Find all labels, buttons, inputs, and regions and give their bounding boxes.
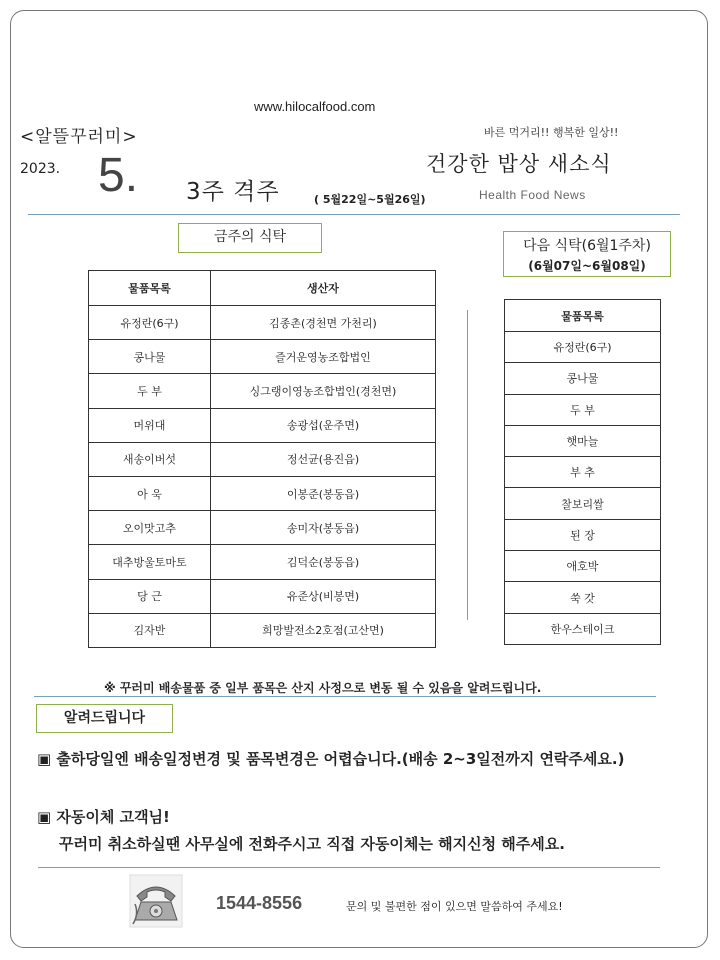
producer-cell: 희망발전소2호점(고산면): [211, 613, 436, 647]
slogan: 바른 먹거리!! 행복한 일상!!: [484, 126, 619, 139]
table-row: [505, 457, 661, 488]
announcement-item-2-title: ▣ 자동이체 고객님!: [37, 808, 170, 826]
footer-divider: [38, 867, 660, 868]
next-item-cell: 한우스테이크: [505, 613, 661, 644]
next-item-cell: 찰보리쌀: [505, 488, 661, 519]
issue-week: 3주 격주: [186, 179, 280, 205]
table-row: [89, 306, 436, 340]
next-item-cell: 유정란(6구): [505, 332, 661, 363]
producer-cell: 정선균(용진읍): [211, 442, 436, 476]
column-divider: [467, 310, 468, 620]
item-name-cell: 새송이버섯: [89, 442, 211, 476]
header-divider: [28, 214, 680, 215]
table-row: [505, 551, 661, 582]
table-row: [505, 363, 661, 394]
table-row: [505, 425, 661, 456]
column-header-producer: 생산자: [211, 271, 436, 306]
item-name-cell: 김자반: [89, 613, 211, 647]
producer-cell: 유준상(비봉면): [211, 579, 436, 613]
table-row: [505, 394, 661, 425]
announcement-item-2-body: 꾸러미 취소하실땐 사무실에 전화주시고 직접 자동이체는 해지신청 해주세요.: [59, 835, 565, 853]
table-row: [89, 476, 436, 510]
producer-cell: 즐거운영농조합법인: [211, 340, 436, 374]
table-row: [89, 579, 436, 613]
next-item-cell: 콩나물: [505, 363, 661, 394]
brand-name: <알뜰꾸러미>: [20, 127, 138, 147]
table-row: [89, 340, 436, 374]
next-item-cell: 두 부: [505, 394, 661, 425]
next-item-cell: 햇마늘: [505, 425, 661, 456]
column-header-items: 물품목록: [89, 271, 211, 306]
producer-cell: 김덕순(봉동읍): [211, 545, 436, 579]
column-header-next-items: 물품목록: [505, 300, 661, 332]
next-week-label-box: [503, 231, 671, 277]
subheadline: Health Food News: [479, 188, 586, 202]
next-week-table: [504, 299, 661, 645]
producer-cell: 송미자(봉동읍): [211, 511, 436, 545]
notice-text: ※ 꾸러미 배송물품 중 일부 품목은 산지 사정으로 변동 될 수 있음을 알려드립니다.: [104, 681, 542, 695]
table-row: [89, 613, 436, 647]
item-name-cell: 콩나물: [89, 340, 211, 374]
table-row: [505, 519, 661, 550]
telephone-icon: [129, 874, 183, 928]
producer-cell: 송광섭(운주면): [211, 408, 436, 442]
table-row: [505, 613, 661, 644]
item-name-cell: 아 욱: [89, 476, 211, 510]
announcement-title: 알려드립니다: [36, 704, 173, 733]
table-row: [89, 408, 436, 442]
table-row: [89, 442, 436, 476]
item-name-cell: 유정란(6구): [89, 306, 211, 340]
this-week-label: 금주의 식탁: [178, 223, 322, 253]
item-name-cell: 당 근: [89, 579, 211, 613]
table-row: [89, 511, 436, 545]
next-week-date-range: (6월07일~6월08일): [528, 259, 646, 273]
item-name-cell: 대추방울토마토: [89, 545, 211, 579]
issue-date-range: ( 5월22일~5월26일): [314, 193, 426, 206]
item-name-cell: 두 부: [89, 374, 211, 408]
this-week-table: [88, 270, 436, 648]
headline: 건강한 밥상 새소식: [426, 152, 612, 176]
item-name-cell: 머위대: [89, 408, 211, 442]
producer-cell: 싱그랭이영농조합법인(경천면): [211, 374, 436, 408]
table-row: [89, 545, 436, 579]
notice-divider: [34, 696, 656, 697]
producer-cell: 김종촌(경천면 가천리): [211, 306, 436, 340]
next-week-label: 다음 식탁(6월1주차): [523, 238, 651, 254]
website-url[interactable]: www.hilocalfood.com: [254, 99, 376, 114]
table-row: [89, 374, 436, 408]
next-item-cell: 애호박: [505, 551, 661, 582]
next-item-cell: 된 장: [505, 519, 661, 550]
table-row: [505, 332, 661, 363]
table-row: [505, 582, 661, 613]
issue-month: 5.: [98, 149, 139, 202]
contact-message: 문의 및 불편한 점이 있으면 말씀하여 주세요!: [346, 900, 563, 913]
table-row: [505, 488, 661, 519]
item-name-cell: 오이맛고추: [89, 511, 211, 545]
next-item-cell: 부 추: [505, 457, 661, 488]
issue-year: 2023.: [20, 161, 61, 177]
announcement-item-1: ▣ 출하당일엔 배송일정변경 및 품목변경은 어렵습니다.(배송 2~3일전까지 연락주세요.): [37, 750, 625, 768]
phone-number[interactable]: 1544-8556: [216, 893, 303, 913]
producer-cell: 이봉준(봉동읍): [211, 476, 436, 510]
next-item-cell: 쑥 갓: [505, 582, 661, 613]
